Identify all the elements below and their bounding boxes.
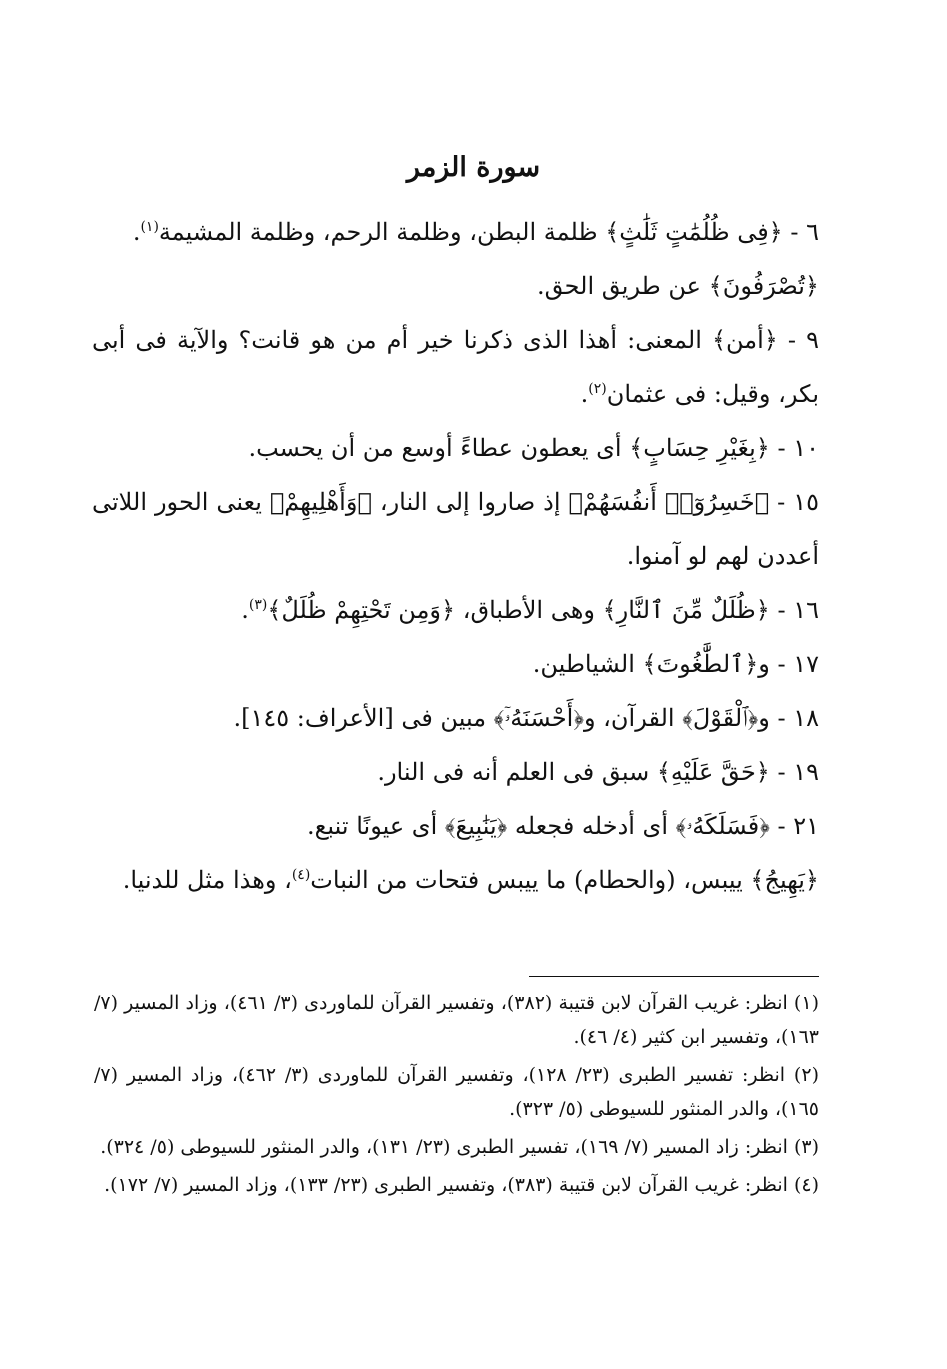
footnote-3 bbox=[94, 1130, 819, 1164]
footnote-ref[interactable]: (٢) bbox=[588, 381, 607, 397]
entry-text: ٩ - ﴿أمن﴾ المعنى: أهذا الذى ذكرنا خير أم من هو قانت؟ والآية فى أبى بكر، وقيل: فى عثمان bbox=[92, 326, 819, 408]
commentary-body bbox=[92, 205, 819, 907]
footnote-separator bbox=[529, 976, 819, 977]
entry-text: ١٨ - و﴿ٱلْقَوْلَ﴾ القرآن، و﴿أَحْسَنَهُۥٓ﴾ مبين فى [الأعراف: ١٤٥]. bbox=[233, 704, 819, 732]
footnote-ref[interactable]: (٤) bbox=[291, 867, 311, 883]
entry-verse-10 bbox=[92, 421, 819, 475]
entry-verse-9 bbox=[92, 313, 819, 421]
footnote-number: (٣) bbox=[793, 1136, 819, 1158]
entry-text: ﴿تُصْرَفُونَ﴾ عن طريق الحق. bbox=[537, 272, 819, 300]
entry-verse-6-cont bbox=[92, 259, 819, 313]
entry-text: ٦ - ﴿فِى ظُلُمَٰتٍ ثَلَٰثٍ﴾ ظلمة البطن، وظلمة الرحم، وظلمة المشيمة bbox=[158, 218, 819, 246]
footnote-text: انظر: غريب القرآن لابن قتيبة (٣٨٢)، وتفسير القرآن للماوردى (٣/ ٤٦١)، وزاد المسير (٧/ ١٦٣)، وتفسير ابن كثير (٤/ ٤٦). bbox=[94, 992, 819, 1048]
entry-text: ﴿يَهِيجُ﴾ ييبس، (والحطام) ما ييبس فتحات من النبات bbox=[310, 866, 819, 894]
entry-tail: . bbox=[580, 380, 589, 408]
entry-text: ١٩ - ﴿حَقَّ عَلَيْهِ﴾ سبق فى العلم أنه فى النار. bbox=[377, 758, 819, 786]
footnote-text: انظر: تفسير الطبرى (٢٣/ ١٢٨)، وتفسير القرآن للماوردى (٣/ ٤٦٢)، وزاد المسير (٧/ ١٦٥)، والدر المنثور للسيوطى (٥/ ٣٢٣). bbox=[94, 1064, 819, 1120]
entry-text: ١٥ - ﴿خَسِرُوٓا۟ أَنفُسَهُمْ﴾ إذ صاروا إلى النار، ﴿وَأَهْلِيهِمْ﴾ يعنى الحور اللاتى أعددن لهم لو آمنوا. bbox=[92, 488, 819, 570]
entry-verse-18 bbox=[92, 691, 819, 745]
entry-verse-19 bbox=[92, 745, 819, 799]
footnote-2 bbox=[94, 1058, 819, 1126]
entry-tail: . bbox=[241, 596, 249, 624]
entry-verse-21-cont bbox=[92, 853, 819, 907]
footnote-number: (١) bbox=[793, 992, 819, 1014]
entry-text: ٢١ - ﴿فَسَلَكَهُۥ﴾ أى أدخله فجعله ﴿يَنَٰبِيعَ﴾ أى عيونًا تنبع. bbox=[307, 812, 819, 840]
entry-verse-6 bbox=[92, 205, 819, 259]
footnote-text: انظر: زاد المسير (٧/ ١٦٩)، تفسير الطبرى (٢٣/ ١٣١)، والدر المنثور للسيوطى (٥/ ٣٢٤). bbox=[100, 1136, 788, 1158]
footnote-text: انظر: غريب القرآن لابن قتيبة (٣٨٣)، وتفسير الطبرى (٢٣/ ١٣٣)، وزاد المسير (٧/ ١٧٢). bbox=[104, 1174, 788, 1196]
footnote-number: (٢) bbox=[793, 1064, 819, 1086]
entry-tail: ، وهذا مثل للدنيا. bbox=[122, 866, 292, 894]
footnotes bbox=[94, 986, 819, 1206]
footnote-number: (٤) bbox=[793, 1174, 819, 1196]
entry-text: ١٠ - ﴿بِغَيْرِ حِسَابٍ﴾ أى يعطون عطاءً أوسع من أن يحسب. bbox=[248, 434, 819, 462]
entry-verse-21 bbox=[92, 799, 819, 853]
footnote-4 bbox=[94, 1168, 819, 1202]
entry-text: ١٧ - و﴿ٱلطَّٰغُوتَ﴾ الشياطين. bbox=[532, 650, 819, 678]
entry-verse-17 bbox=[92, 637, 819, 691]
footnote-1 bbox=[94, 986, 819, 1054]
surah-title: سورة الزمر bbox=[406, 152, 541, 183]
entry-text: ١٦ - ﴿ظُلَلٌ مِّنَ ٱلنَّارِ﴾ وهى الأطباق، ﴿وَمِن تَحْتِهِمْ ظُلَلٌ﴾ bbox=[267, 596, 819, 624]
entry-tail: . bbox=[132, 218, 141, 246]
entry-verse-15 bbox=[92, 475, 819, 583]
footnote-ref[interactable]: (٣) bbox=[248, 597, 268, 613]
footnote-ref[interactable]: (١) bbox=[140, 219, 159, 235]
entry-verse-16 bbox=[92, 583, 819, 637]
